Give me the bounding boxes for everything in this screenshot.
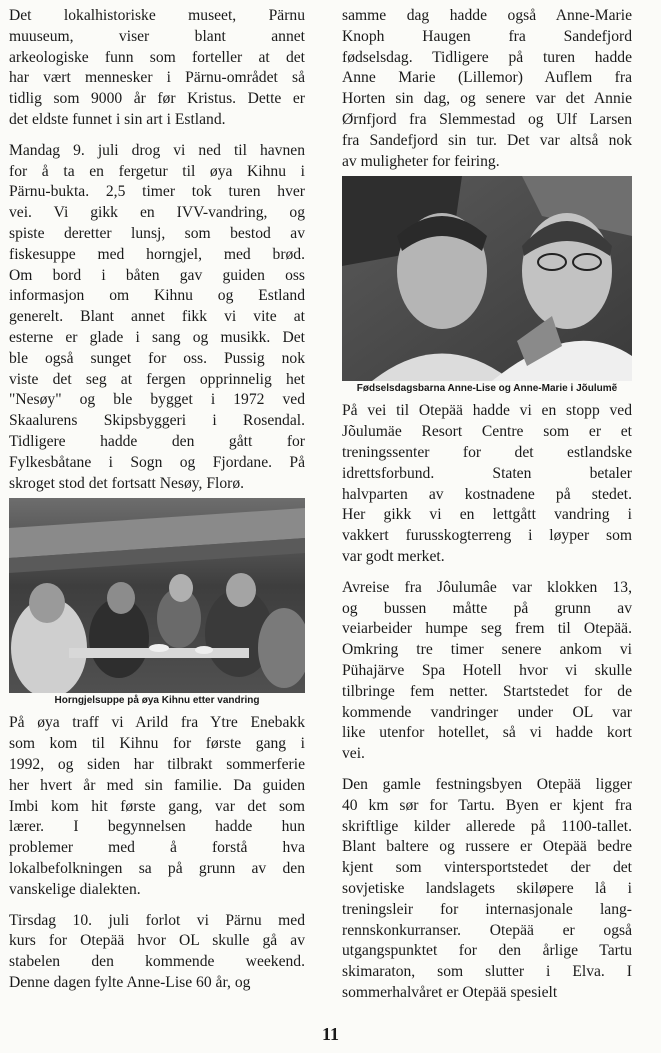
text-line: lærer. I begynnelsen hadde hun: [9, 818, 305, 836]
text-line: sommerhalvåret er Otepää spesielt: [342, 983, 558, 1001]
text-line: rennskonkurranser. Otepää er også: [342, 921, 632, 939]
text-line: like utenfor hotellet, så vi hadde kort: [342, 724, 632, 742]
text-line: Omkring tre timer senere ankom vi: [342, 641, 632, 659]
text-line: tidlig som 9000 år før Kristus. Dette er: [9, 90, 305, 108]
text-line: samme dag hadde også Anne-Marie: [342, 7, 632, 24]
text-line: Imbi kom hit første gang, var det som: [9, 797, 305, 815]
text-line: Knoph Haugen fra Sandefjord: [342, 27, 632, 45]
text-line: På vei til Otepää hadde vi en stopp ved: [342, 402, 632, 420]
paragraph-museum: [9, 6, 305, 131]
paragraph-joulumae: [342, 401, 632, 567]
text-line: halvparten av kostnadene på stedet.: [342, 485, 632, 503]
text-line: fiskesuppe med horngjel, med brød.: [9, 245, 305, 263]
text-line: skriftlige kilder allerede på 1100-tallet.: [342, 817, 632, 835]
text-line: fødselsdag. Tidligere på turen hadde: [342, 48, 632, 66]
text-line: Skaalurens Skipsbyggeri i Rosendal.: [9, 412, 305, 430]
text-line: arkeologiske funn som forteller at det: [9, 48, 305, 66]
text-line: tilbringe fem netter. Startstedet for de: [342, 682, 632, 700]
photo-birthday: [342, 176, 632, 381]
text-line: var godt merket.: [342, 547, 445, 565]
photo-caption: Fødselsdagsbarna Anne-Lise og Anne-Marie i Jõulumẽ: [356, 383, 618, 395]
text-line: kjent som vintersportstedet der det: [342, 859, 632, 877]
text-line: Om bord i båten gav guiden oss: [9, 266, 305, 284]
text-line: 1992, og siden har tilbrakt sommerferie: [9, 755, 305, 773]
text-line: Tidligere hadde den gått for: [9, 432, 305, 450]
text-line: "Nesøy" og ble bygget i 1972 ved: [9, 391, 305, 409]
text-line: treningssenter for det estlandske: [342, 443, 632, 461]
paragraph-tuesday: [9, 911, 305, 994]
text-line: kommende vandringer under OL var: [342, 703, 632, 721]
text-line: Her gikk vi en lettgått vandring i: [342, 506, 632, 524]
page-number: 11: [321, 1024, 339, 1044]
text-line: informasjon om Kihnu og Estland: [9, 287, 305, 305]
text-line: stabelen den kommende weekend.: [9, 953, 305, 971]
text-line: Mandag 9. juli drog vi ned til havnen: [9, 141, 305, 159]
text-line: det eldste funnet i sin art i Estland.: [9, 110, 226, 128]
text-line: Fylkesbåtane i Sogn og Fjordane. På: [9, 453, 305, 471]
text-line: som kom til Kihnu for første gang i: [9, 735, 305, 753]
text-line: Den gamle festningsbyen Otepää ligger: [342, 775, 632, 793]
left-column: [9, 6, 305, 994]
text-line: idrettsforbund. Staten betaler: [342, 464, 632, 482]
text-line: Anne Marie (Lillemor) Auflem fra: [342, 69, 632, 87]
text-line: Det lokalhistoriske museet, Pärnu: [9, 7, 305, 24]
text-line: her hvert år med sin familie. Da guiden: [9, 776, 305, 794]
text-line: og bussen måtte på grunn av: [342, 599, 632, 617]
text-line: vei. Vi gikk en IVV-vandring, og: [9, 204, 305, 222]
text-line: Tirsdag 10. juli forlot vi Pärnu med: [9, 911, 305, 929]
text-line: treningsleir for internasjonale lang-: [342, 900, 632, 918]
text-line: Avreise fra Jôulumâe var klokken 13,: [342, 578, 632, 596]
text-line: esterne er glade i sang og musikk. Det: [9, 328, 305, 346]
text-line: På øya traff vi Arild fra Ytre Enebakk: [9, 714, 305, 732]
text-line: Blant baltere og russere er Otepää bedre: [342, 838, 632, 856]
text-line: vakkert furusskogterreng i løyper som: [342, 527, 632, 545]
photo-horngjelsuppe: [9, 498, 305, 693]
text-line: 40 km sør for Tartu. Byen er kjent fra: [342, 796, 632, 814]
text-line: av muligheter for feiring.: [342, 152, 500, 170]
paragraph-departure: [342, 578, 632, 765]
text-line: for å ta en fergetur til øya Kihnu i: [9, 162, 305, 180]
text-line: problemer med å forstå hva: [9, 839, 305, 857]
text-line: generelt. Blant annet fikk vi vite at: [9, 308, 305, 326]
text-line: Denne dagen fylte Anne-Lise 60 år, og: [9, 973, 251, 991]
text-line: veiarbeider humpe seg frem til Otepää.: [342, 620, 632, 638]
text-line: Pühajärve Spa Hotell hvor vi skulle: [342, 661, 632, 679]
text-line: ble også sunget for oss. Pussig nok: [9, 349, 305, 367]
text-line: skimaraton, som slutter i Elva. I: [342, 963, 632, 981]
text-line: har vært mennesker i Pärnu-området så: [9, 69, 305, 87]
text-line: kurs for Otepää hvor OL skulle gå av: [9, 932, 305, 950]
text-line: skroget stod det fortsatt Nesøy, Florø.: [9, 474, 245, 492]
text-line: Jõulumäe Resort Centre som er et: [342, 423, 632, 441]
text-line: Pärnu-bukta. 2,5 timer tok turen hver: [9, 183, 305, 201]
text-line: utgangspunktet for den årlige Tartu: [342, 942, 632, 960]
figure-birthday: [342, 176, 632, 395]
paragraph-birthdays: [342, 6, 632, 172]
text-line: vei.: [342, 745, 365, 763]
paragraph-arild: [9, 713, 305, 900]
text-line: spiste deretter lunsj, som bestod av: [9, 224, 305, 242]
text-line: lokalbefolkningen sa på grunn av den: [9, 859, 305, 877]
photo-caption: Horngjelsuppe på øya Kihnu etter vandring: [54, 695, 260, 707]
figure-horngjelsuppe: [9, 498, 305, 707]
text-line: Horten sin dag, og senere var det Annie: [342, 90, 632, 108]
text-line: sovjetiske landslagets skiløpere lå i: [342, 879, 632, 897]
text-line: fra Sandefjord sin tur. Det var altså nok: [342, 131, 632, 149]
text-line: muuseum, viser blant annet: [9, 27, 305, 45]
right-column: [342, 6, 632, 1004]
paragraph-kihnu-trip: [9, 141, 305, 495]
text-line: vanskelige dialekten.: [9, 880, 141, 898]
paragraph-otepaa: [342, 775, 632, 1004]
text-line: viste det seg at fergen opprinnelig het: [9, 370, 305, 388]
text-line: Ørnfjord fra Slemmestad og Ulf Larsen: [342, 110, 632, 128]
